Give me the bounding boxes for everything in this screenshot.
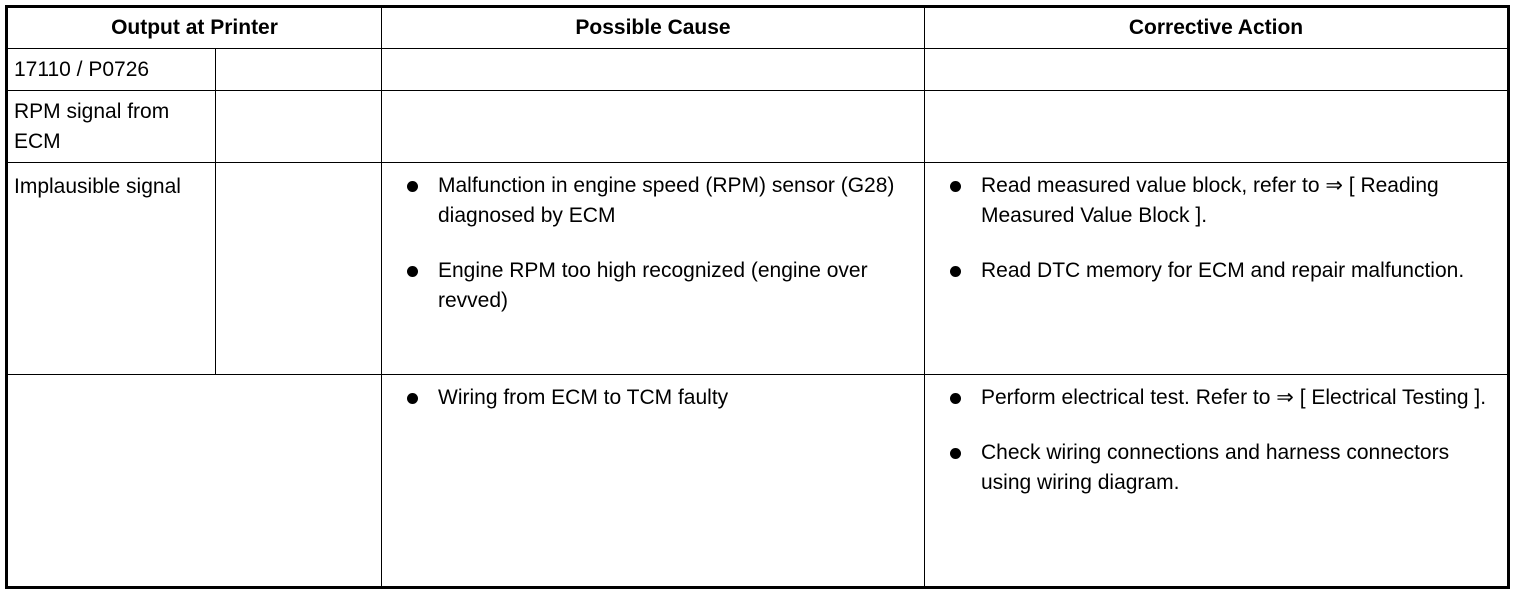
header-output: Output at Printer: [7, 7, 382, 49]
table-row: [7, 375, 1509, 588]
cause-list: [382, 375, 924, 413]
empty-cell: [216, 163, 382, 375]
diagnostic-table: [5, 5, 1510, 589]
header-action: Corrective Action: [925, 7, 1509, 49]
action-list: [925, 163, 1507, 286]
dtc-description: RPM signal from ECM: [7, 91, 216, 163]
cause-cell: [382, 163, 925, 375]
list-item: Perform electrical test. Refer to ⇒ [ Electrical Testing ].: [949, 383, 1501, 413]
empty-cell: [7, 375, 382, 588]
empty-cell: [382, 49, 925, 91]
header-cause: Possible Cause: [382, 7, 925, 49]
table-row: [7, 49, 1509, 91]
dtc-condition: Implausible signal: [7, 163, 216, 375]
action-list: [925, 375, 1507, 498]
list-item: Read DTC memory for ECM and repair malfunction.: [949, 256, 1501, 286]
table-row: [7, 91, 1509, 163]
empty-cell: [925, 91, 1509, 163]
list-item: Read measured value block, refer to ⇒ [ Reading Measured Value Block ].: [949, 171, 1501, 231]
empty-cell: [216, 49, 382, 91]
list-item: Engine RPM too high recognized (engine over revved): [406, 256, 918, 316]
action-cell: [925, 375, 1509, 588]
list-item: Malfunction in engine speed (RPM) sensor (G28) diagnosed by ECM: [406, 171, 918, 231]
cause-list: [382, 163, 924, 316]
empty-cell: [216, 91, 382, 163]
cause-cell: [382, 375, 925, 588]
list-item: Wiring from ECM to TCM faulty: [406, 383, 918, 413]
list-item: Check wiring connections and harness connectors using wiring diagram.: [949, 438, 1501, 498]
table-row: [7, 163, 1509, 375]
empty-cell: [382, 91, 925, 163]
header-row: [7, 7, 1509, 49]
empty-cell: [925, 49, 1509, 91]
action-cell: [925, 163, 1509, 375]
dtc-code: 17110 / P0726: [7, 49, 216, 91]
